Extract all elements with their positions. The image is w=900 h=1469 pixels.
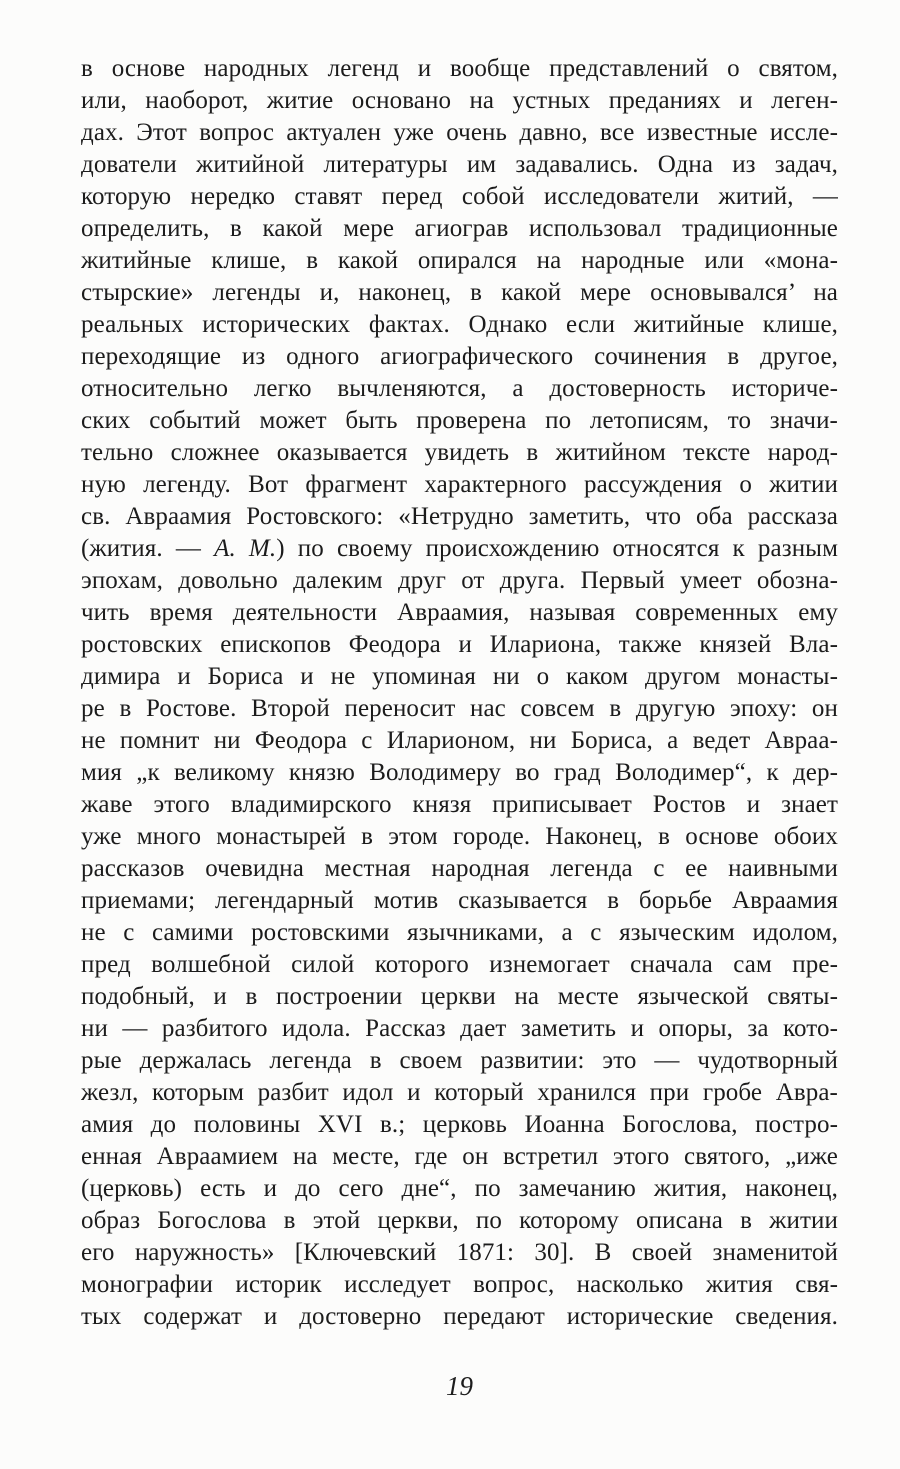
text-line: рассказов очевидна местная народная легенда с ее наивными (81, 855, 838, 882)
text-line: пред волшебной силой которого изнемогает сначала сам пре- (81, 951, 838, 978)
text-line: ни — разбитого идола. Рассказ дает заметить и опоры, за кото- (81, 1015, 838, 1042)
text-line: которую нередко ставят перед собой исследователи житий, — (81, 183, 838, 210)
text-line: чить время деятельности Авраамия, называя современных ему (81, 599, 838, 626)
text-line: (церковь) есть и до сего дне“, по замечанию жития, наконец, (81, 1175, 838, 1202)
text-line: дователи житийной литературы им задавались. Одна из задач, (81, 151, 838, 178)
text-line: относительно легко вычленяются, а достоверность историче- (81, 375, 838, 402)
text-line: ре в Ростове. Второй переносит нас совсем в другую эпоху: он (81, 695, 838, 722)
text-line: в основе народных легенд и вообще представлений о святом, (81, 55, 838, 82)
text-line: мия „к великому князю Володимеру во град Володимер“, к дер- (81, 759, 838, 786)
text-line: рые держалась легенда в своем развитии: это — чудотворный (81, 1047, 838, 1074)
text-line: дах. Этот вопрос актуален уже очень давно, все известные иссле- (81, 119, 838, 146)
text-line: реальных исторических фактах. Однако если житийные клише, (81, 311, 838, 338)
text-line: не помнит ни Феодора с Иларионом, ни Бориса, а ведет Авраа- (81, 727, 838, 754)
text-line: тельно сложнее оказывается увидеть в житийном тексте народ- (81, 439, 838, 466)
text-line: приемами; легендарный мотив сказывается в борьбе Авраамия (81, 887, 838, 914)
text-line: жаве этого владимирского князя приписывает Ростов и знает (81, 791, 838, 818)
text-line: эпохам, довольно далеким друг от друга. Первый умеет обозна- (81, 567, 838, 594)
text-line: или, наоборот, житие основано на устных преданиях и леген- (81, 87, 838, 114)
text-line: ских событий может быть проверена по летописям, то значи- (81, 407, 838, 434)
text-line: подобный, и в построении церкви на месте языческой святы- (81, 983, 838, 1010)
text-line: переходящие из одного агиографического сочинения в другое, (81, 343, 838, 370)
text-line: св. Авраамия Ростовского: «Нетрудно заметить, что оба рассказа (81, 503, 838, 530)
text-line: определить, в какой мере агиограв использовал традиционные (81, 215, 838, 242)
text-line: тых содержат и достоверно передают исторические сведения. (81, 1303, 838, 1330)
text-line: жезл, которым разбит идол и который хранился при гробе Авра- (81, 1079, 838, 1106)
text-line: его наружность» [Ключевский 1871: 30]. В своей знаменитой (81, 1239, 838, 1266)
text-line: ную легенду. Вот фрагмент характерного рассуждения о житии (81, 471, 838, 498)
text-line: монографии историк исследует вопрос, насколько жития свя- (81, 1271, 838, 1298)
text-line: димира и Бориса и не упоминая ни о каком другом монасты- (81, 663, 838, 690)
text-line: образ Богослова в этой церкви, по которому описана в житии (81, 1207, 838, 1234)
text-line: енная Авраамием на месте, где он встретил этого святого, „иже (81, 1143, 838, 1170)
text-line: не с самими ростовскими язычниками, а с языческим идолом, (81, 919, 838, 946)
text-line: уже много монастырей в этом городе. Наконец, в основе обоих (81, 823, 838, 850)
text-line: стырские» легенды и, наконец, в какой мере основывался’ на (81, 279, 838, 306)
page-number: 19 (446, 1371, 473, 1401)
text-line: амия до половины XVI в.; церковь Иоанна Богослова, постро- (81, 1111, 838, 1138)
text-line: ростовских епископов Феодора и Илариона, также князей Вла- (81, 631, 838, 658)
text-line: житийные клише, в какой опирался на народные или «мона- (81, 247, 838, 274)
text-line: (жития. — А. М.) по своему происхождению относятся к разным (81, 535, 838, 562)
body-text (81, 53, 838, 1333)
